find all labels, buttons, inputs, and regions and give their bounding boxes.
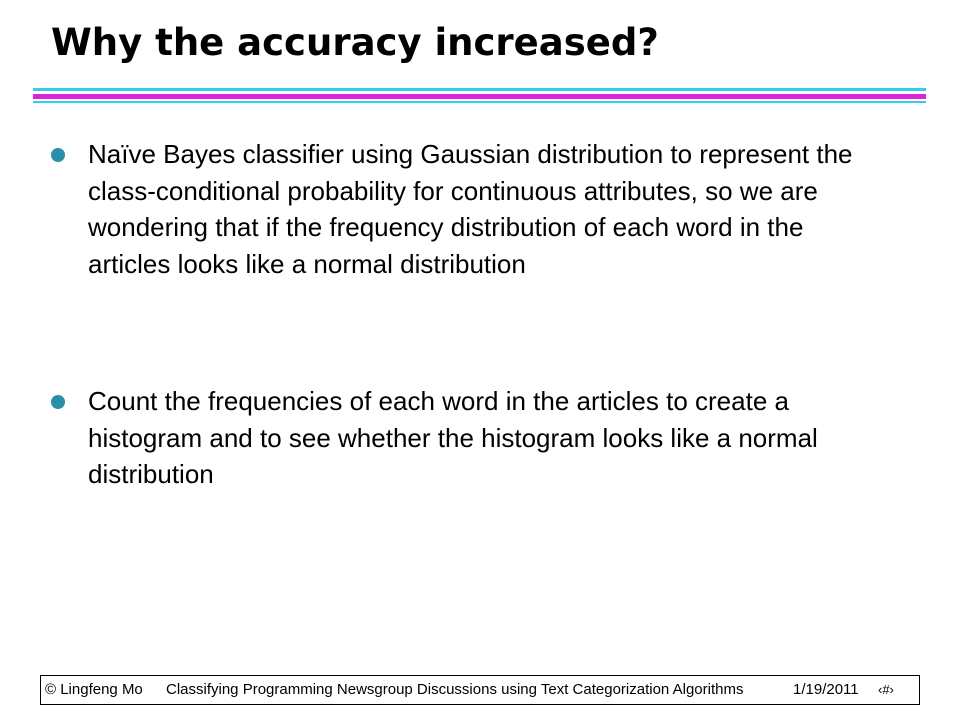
title-divider-bottom bbox=[33, 101, 926, 103]
footer-presentation-title: Classifying Programming Newsgroup Discussions using Text Categorization Algorithms bbox=[166, 681, 744, 698]
footer-date: 1/19/2011 bbox=[793, 681, 859, 698]
bullet-item bbox=[88, 136, 888, 282]
title-divider-middle bbox=[33, 94, 926, 99]
bullet-text: Naïve Bayes classifier using Gaussian distribution to represent the class-conditional probability for continuous attributes, so we are wondering that if the frequency distribution of each word in the articles looks like a normal distribution bbox=[88, 139, 853, 279]
title-divider-top bbox=[33, 88, 926, 91]
footer-page-number: ‹#› bbox=[878, 682, 894, 697]
footer-copyright: © Lingfeng Mo bbox=[45, 681, 143, 698]
bullet-text: Count the frequencies of each word in the articles to create a histogram and to see whether the histogram looks like a normal distribution bbox=[88, 386, 818, 489]
bullet-dot-icon bbox=[51, 395, 65, 409]
slide-title: Why the accuracy increased? bbox=[51, 21, 659, 64]
bullet-dot-icon bbox=[51, 148, 65, 162]
slide-footer bbox=[40, 675, 920, 705]
bullet-item bbox=[88, 383, 888, 493]
